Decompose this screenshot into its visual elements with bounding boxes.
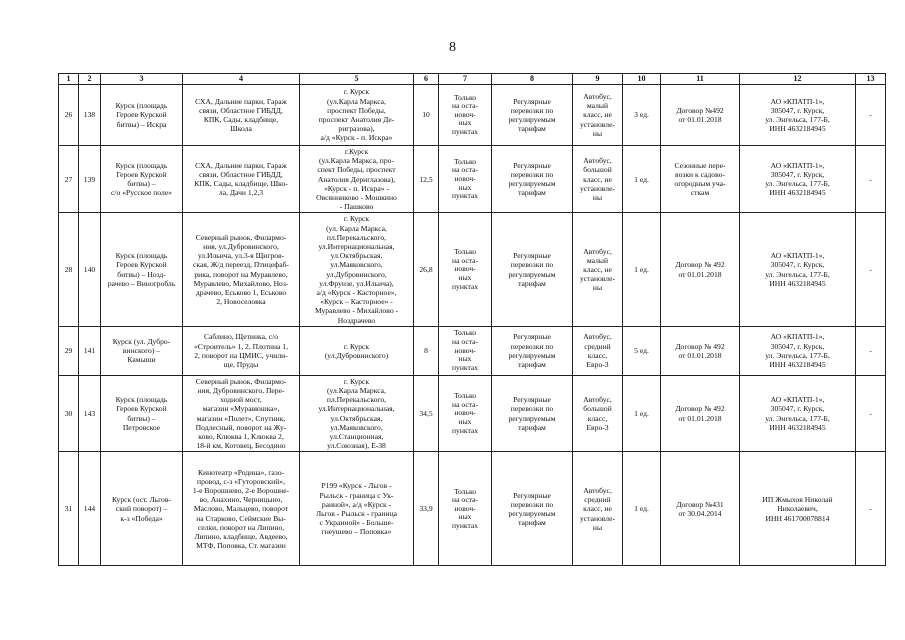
table-cell: 5 ед. — [623, 326, 661, 375]
table-cell: 28 — [59, 213, 79, 326]
table-cell: Кинотеатр «Родина», газо- провод, с-з «Гуторовский», 1-е Ворошнево, 2-е Ворошне- во, Анахино, Черницыно, Маслово, Мальцево, поворот на Старково, Сеймские Вы- селки, поворот на Липино, Липино, кладбище, Авдеево, МТФ, Поповка, Ст. магазин — [183, 452, 300, 566]
table-row — [59, 375, 886, 452]
table-row — [59, 452, 886, 566]
header-cell: 7 — [439, 74, 492, 85]
table-cell: Регулярные перевозки по регулируемым тарифам — [492, 146, 573, 213]
table-cell: Курск (площадь Героев Курской битвы) – с/о «Русское поле» — [101, 146, 183, 213]
table-cell: г. Курск (ул. Карла Маркса, пл.Перекальского, ул.Интернациональная, ул.Октябрьская, ул.Маяковского, ул.Дубровинского, ул.Фрунзе, ул.Ильича), а/д «Курск - Касторное», «Курск – Касторное» - Муравлево - Михайлово - Ноздрачево — [300, 213, 414, 326]
table-cell: Регулярные перевозки по регулируемым тарифам — [492, 213, 573, 326]
table-cell: Автобус, средний класс, Евро-3 — [573, 326, 623, 375]
table-cell: Регулярные перевозки по регулируемым тарифам — [492, 326, 573, 375]
table-cell: - — [856, 213, 886, 326]
header-cell: 12 — [740, 74, 856, 85]
table-cell: АО «КПАТП-1», 305047, г. Курск, ул. Энгельса, 177-Б, ИНН 4632184945 — [740, 375, 856, 452]
table-cell: г. Курск (ул.Дубровинского) — [300, 326, 414, 375]
table-cell: Саблино, Щетинка, с/о «Строитель» 1, 2, Плотина 1, 2, поворот на ЦМИС, учили- ще, Пруды — [183, 326, 300, 375]
table-cell: - — [856, 452, 886, 566]
table-cell: Регулярные перевозки по регулируемым тарифам — [492, 452, 573, 566]
header-cell: 3 — [101, 74, 183, 85]
table-cell: Только на оста- новоч- ных пунктах — [439, 326, 492, 375]
table-row — [59, 85, 886, 146]
table-cell: 31 — [59, 452, 79, 566]
table-cell: - — [856, 326, 886, 375]
table-cell: Только на оста- новоч- ных пунктах — [439, 375, 492, 452]
table-cell: - — [856, 375, 886, 452]
table-cell: - — [856, 146, 886, 213]
table-cell: 26 — [59, 85, 79, 146]
table-cell: АО «КПАТП-1», 305047, г. Курск, ул. Энгельса, 177-Б, ИНН 4632184945 — [740, 146, 856, 213]
table-cell: Договор № 492 от 01.01.2018 — [661, 326, 740, 375]
header-cell: 11 — [661, 74, 740, 85]
table-cell: 1 ед. — [623, 213, 661, 326]
table-cell: Только на оста- новоч- ных пунктах — [439, 213, 492, 326]
table-cell: 138 — [79, 85, 101, 146]
table-cell: Курск (площадь Героев Курской битвы) – Петровское — [101, 375, 183, 452]
header-cell: 8 — [492, 74, 573, 85]
table-cell: - — [856, 85, 886, 146]
header-row — [59, 74, 886, 85]
header-cell: 2 — [79, 74, 101, 85]
header-cell: 6 — [414, 74, 439, 85]
table-cell: Автобус, малый класс, не установле- ны — [573, 85, 623, 146]
table-cell: 3 ед. — [623, 85, 661, 146]
table-cell: Только на оста- новоч- ных пунктах — [439, 85, 492, 146]
table-cell: Северный рынок, Филармо- ния, ул.Дубровинского, ул.Ильича, ул.3-я Щигров- ская, Ж/д переезд, Птицефаб- рика, поворот на Муравлево, Муравлево, Михайлово, Ноз- драчево, Еськово 1, Еськово 2, Новоселовка — [183, 213, 300, 326]
table-cell: г.Курск (ул.Карла Маркса, про- спект Победы, проспект Анатолия Дериглазова), «Курск - п. Искра» - Овсянниково - Мошкино - Пашково — [300, 146, 414, 213]
table-cell: 12,5 — [414, 146, 439, 213]
header-cell: 4 — [183, 74, 300, 85]
header-cell: 1 — [59, 74, 79, 85]
table-cell: 8 — [414, 326, 439, 375]
table-cell: Сезонные пере- возки к садово- огородным уча- сткам — [661, 146, 740, 213]
table-row — [59, 146, 886, 213]
table-cell: АО «КПАТП-1», 305047, г. Курск, ул. Энгельса, 177-Б, ИНН 4632184945 — [740, 85, 856, 146]
table-cell: Только на оста- новоч- ных пунктах — [439, 452, 492, 566]
table-cell: Договор № 492 от 01.01.2018 — [661, 375, 740, 452]
table-cell: 1 ед. — [623, 375, 661, 452]
table-cell: 1 ед. — [623, 146, 661, 213]
table-cell: АО «КПАТП-1», 305047, г. Курск, ул. Энгельса, 177-Б, ИНН 4632184945 — [740, 326, 856, 375]
table-cell: 27 — [59, 146, 79, 213]
table-cell: 139 — [79, 146, 101, 213]
page-number: 8 — [449, 40, 456, 55]
header-cell: 13 — [856, 74, 886, 85]
table-cell: 143 — [79, 375, 101, 452]
table-cell: Только на оста- новоч- ных пунктах — [439, 146, 492, 213]
table-cell: 10 — [414, 85, 439, 146]
table-cell: Курск (площадь Героев Курской битвы) – Искра — [101, 85, 183, 146]
table-cell: 34,5 — [414, 375, 439, 452]
header-cell: 10 — [623, 74, 661, 85]
header-cell: 9 — [573, 74, 623, 85]
table-cell: 30 — [59, 375, 79, 452]
table-cell: АО «КПАТП-1», 305047, г. Курск, ул. Энгельса, 177-Б, ИНН 4632184945 — [740, 213, 856, 326]
table-row — [59, 213, 886, 326]
table-cell: СХА, Дальние парки, Гараж связи, Областное ГИБДД, КПК, Сады, кладбище, Шко- ла, Дачи 1,2,3 — [183, 146, 300, 213]
table-cell: 141 — [79, 326, 101, 375]
table-cell: Северный рынок, Филармо- ния, Дубровинского, Пере- ходной мост, магазин «Муравюшка», магазин «Полет», Спутник, Подлесный, поворот на Жу- ково, Клюква 1, Клюква 2, 18-й км, Котовец, Бесодино — [183, 375, 300, 452]
table-cell: СХА, Дальние парки, Гараж связи, Областное ГИБДД, КПК, Сады, кладбище, Школа — [183, 85, 300, 146]
table-cell: Договор № 492 от 01.01.2018 — [661, 213, 740, 326]
table-cell: 144 — [79, 452, 101, 566]
table-cell: Регулярные перевозки по регулируемым тарифам — [492, 85, 573, 146]
table-cell: Автобус, средний класс, не установле- ны — [573, 452, 623, 566]
table-cell: 29 — [59, 326, 79, 375]
table-cell: г. Курск (ул.Карла Маркса, проспект Победы, проспект Анатолия Де- ригразова), а/д «Курск - п. Искра» — [300, 85, 414, 146]
table-row — [59, 326, 886, 375]
table-cell: 140 — [79, 213, 101, 326]
table-cell: ИП Жмыхов Николай Николаевич, ИНН 461700078814 — [740, 452, 856, 566]
header-cell: 5 — [300, 74, 414, 85]
table-cell: Автобус, малый класс, не установле- ны — [573, 213, 623, 326]
table-cell: г. Курск (ул.Карла Маркса, пл.Перекальского, ул.Интернациональная, ул.Октябрьская, ул.Маяковского, ул.Станционная, ул.Союзная), Е-38 — [300, 375, 414, 452]
table-cell: 1 ед. — [623, 452, 661, 566]
table-cell: Регулярные перевозки по регулируемым тарифам — [492, 375, 573, 452]
table-cell: Курск (ост. Льгов- ский поворот) – к-з «Победа» — [101, 452, 183, 566]
routes-table — [58, 73, 886, 566]
table-cell: Договор №431 от 30.04.2014 — [661, 452, 740, 566]
table-cell: Курск (площадь Героев Курской битвы) – Нозд- рачево – Виногробль — [101, 213, 183, 326]
table-cell: 26,8 — [414, 213, 439, 326]
table-cell: Р199 «Курск - Льгов - Рыльск - граница с Ук- раиной», а/д «Курск - Льгов - Рыльск - граница с Украиной» - Больше- гнеушево – Поповка» — [300, 452, 414, 566]
table-cell: Курск (ул. Дубро- винского) – Камыши — [101, 326, 183, 375]
table-cell: 33,9 — [414, 452, 439, 566]
table-cell: Автобус, большой класс, не установле- ны — [573, 146, 623, 213]
table-cell: Автобус, большой класс, Евро-3 — [573, 375, 623, 452]
table-cell: Договор №492 от 01.01.2018 — [661, 85, 740, 146]
